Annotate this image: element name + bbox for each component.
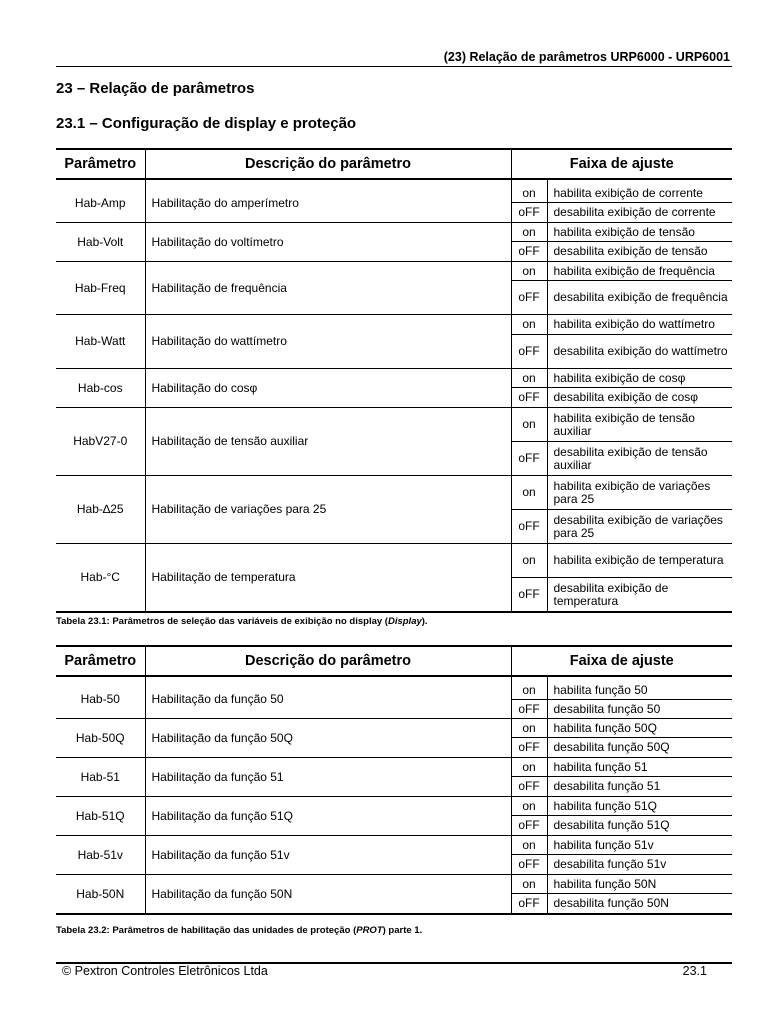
option-value-off: oFF	[511, 388, 547, 408]
option-value-on: on	[511, 184, 547, 203]
option-text-off: desabilita exibição de cosφ	[547, 388, 732, 408]
param-description: Habilitação da função 50N	[145, 875, 511, 915]
column-header-range: Faixa de ajuste	[511, 646, 732, 676]
table-row	[56, 223, 732, 242]
table-row	[56, 681, 732, 700]
param-code: Hab-50	[56, 681, 145, 719]
table-row	[56, 797, 732, 816]
option-text-on: habilita função 50Q	[547, 719, 732, 738]
param-code: Hab-Watt	[56, 315, 145, 369]
option-value-off: oFF	[511, 578, 547, 613]
table-header-row	[56, 149, 732, 179]
option-text-on: habilita exibição de tensão auxiliar	[547, 408, 732, 442]
column-header-range: Faixa de ajuste	[511, 149, 732, 179]
option-value-on: on	[511, 476, 547, 510]
param-description: Habilitação da função 50	[145, 681, 511, 719]
option-text-on: habilita função 51	[547, 758, 732, 777]
table-row	[56, 184, 732, 203]
option-value-off: oFF	[511, 816, 547, 836]
option-text-off: desabilita função 50N	[547, 894, 732, 915]
table-header-row	[56, 646, 732, 676]
table-caption: Tabela 23.1: Parâmetros de seleção das variáveis de exibição no display (Display).	[56, 616, 428, 627]
column-header-param: Parâmetro	[56, 149, 145, 179]
option-text-off: desabilita função 51	[547, 777, 732, 797]
option-text-on: habilita função 50N	[547, 875, 732, 894]
option-text-off: desabilita função 50Q	[547, 738, 732, 758]
option-value-on: on	[511, 719, 547, 738]
option-value-on: on	[511, 681, 547, 700]
option-value-off: oFF	[511, 777, 547, 797]
param-code: Hab-Volt	[56, 223, 145, 262]
option-text-off: desabilita exibição de variações para 25	[547, 510, 732, 544]
running-header: (23) Relação de parâmetros URP6000 - URP6001	[443, 50, 730, 64]
option-value-on: on	[511, 408, 547, 442]
param-code: HabV27-0	[56, 408, 145, 476]
option-value-on: on	[511, 223, 547, 242]
option-text-off: desabilita exibição de tensão auxiliar	[547, 442, 732, 476]
option-value-off: oFF	[511, 242, 547, 262]
param-description: Habilitação de variações para 25	[145, 476, 511, 544]
param-code: Hab-°C	[56, 544, 145, 613]
table-row	[56, 476, 732, 510]
option-text-on: habilita exibição de variações para 25	[547, 476, 732, 510]
param-description: Habilitação do amperímetro	[145, 184, 511, 223]
option-value-on: on	[511, 836, 547, 855]
param-description: Habilitação do voltímetro	[145, 223, 511, 262]
option-value-off: oFF	[511, 203, 547, 223]
param-code: Hab-51v	[56, 836, 145, 875]
param-description: Habilitação da função 51	[145, 758, 511, 797]
param-description: Habilitação da função 50Q	[145, 719, 511, 758]
option-text-off: desabilita exibição do wattímetro	[547, 335, 732, 369]
option-text-on: habilita função 50	[547, 681, 732, 700]
option-value-off: oFF	[511, 442, 547, 476]
option-value-off: oFF	[511, 510, 547, 544]
option-value-on: on	[511, 315, 547, 335]
protection-parameters-table	[56, 645, 732, 915]
param-code: Hab-51	[56, 758, 145, 797]
param-description: Habilitação de temperatura	[145, 544, 511, 613]
option-value-off: oFF	[511, 700, 547, 719]
option-value-off: oFF	[511, 335, 547, 369]
param-code: Hab-50N	[56, 875, 145, 915]
header-rule	[56, 66, 732, 67]
option-value-off: oFF	[511, 738, 547, 758]
option-text-on: habilita exibição de frequência	[547, 262, 732, 281]
table-row	[56, 262, 732, 281]
param-description: Habilitação de frequência	[145, 262, 511, 315]
table-row	[56, 836, 732, 855]
option-value-on: on	[511, 262, 547, 281]
table-row	[56, 758, 732, 777]
option-text-off: desabilita exibição de tensão	[547, 242, 732, 262]
footer-copyright: © Pextron Controles Eletrônicos Ltda	[62, 964, 268, 978]
column-header-desc: Descrição do parâmetro	[145, 646, 511, 676]
param-code: Hab-Amp	[56, 184, 145, 223]
param-description: Habilitação de tensão auxiliar	[145, 408, 511, 476]
table-body	[56, 676, 732, 914]
option-value-on: on	[511, 758, 547, 777]
section-title: 23 – Relação de parâmetros	[56, 80, 255, 97]
option-value-off: oFF	[511, 894, 547, 915]
param-description: Habilitação do wattímetro	[145, 315, 511, 369]
column-header-param: Parâmetro	[56, 646, 145, 676]
param-code: Hab-∆25	[56, 476, 145, 544]
option-text-off: desabilita exibição de corrente	[547, 203, 732, 223]
option-value-on: on	[511, 875, 547, 894]
option-value-on: on	[511, 369, 547, 388]
table-body	[56, 179, 732, 612]
option-text-off: desabilita função 51v	[547, 855, 732, 875]
param-description: Habilitação da função 51v	[145, 836, 511, 875]
option-text-on: habilita função 51v	[547, 836, 732, 855]
param-code: Hab-cos	[56, 369, 145, 408]
param-code: Hab-50Q	[56, 719, 145, 758]
table-row	[56, 875, 732, 894]
table-row	[56, 544, 732, 578]
option-value-off: oFF	[511, 855, 547, 875]
option-value-on: on	[511, 544, 547, 578]
param-description: Habilitação da função 51Q	[145, 797, 511, 836]
option-text-on: habilita exibição de cosφ	[547, 369, 732, 388]
option-value-off: oFF	[511, 281, 547, 315]
param-code: Hab-51Q	[56, 797, 145, 836]
option-value-on: on	[511, 797, 547, 816]
page-number: 23.1	[682, 964, 707, 978]
option-text-on: habilita exibição de corrente	[547, 184, 732, 203]
subsection-title: 23.1 – Configuração de display e proteção	[56, 115, 357, 132]
param-code: Hab-Freq	[56, 262, 145, 315]
param-description: Habilitação do cosφ	[145, 369, 511, 408]
option-text-off: desabilita função 51Q	[547, 816, 732, 836]
display-parameters-table	[56, 148, 732, 613]
column-header-desc: Descrição do parâmetro	[145, 149, 511, 179]
table-row	[56, 408, 732, 442]
option-text-on: habilita exibição de tensão	[547, 223, 732, 242]
table-row	[56, 719, 732, 738]
table-caption: Tabela 23.2: Parâmetros de habilitação das unidades de proteção (PROT) parte 1.	[56, 925, 423, 936]
option-text-off: desabilita exibição de temperatura	[547, 578, 732, 613]
option-text-on: habilita exibição do wattímetro	[547, 315, 732, 335]
option-text-off: desabilita função 50	[547, 700, 732, 719]
option-text-on: habilita função 51Q	[547, 797, 732, 816]
table-row	[56, 369, 732, 388]
option-text-on: habilita exibição de temperatura	[547, 544, 732, 578]
table-row	[56, 315, 732, 335]
option-text-off: desabilita exibição de frequência	[547, 281, 732, 315]
